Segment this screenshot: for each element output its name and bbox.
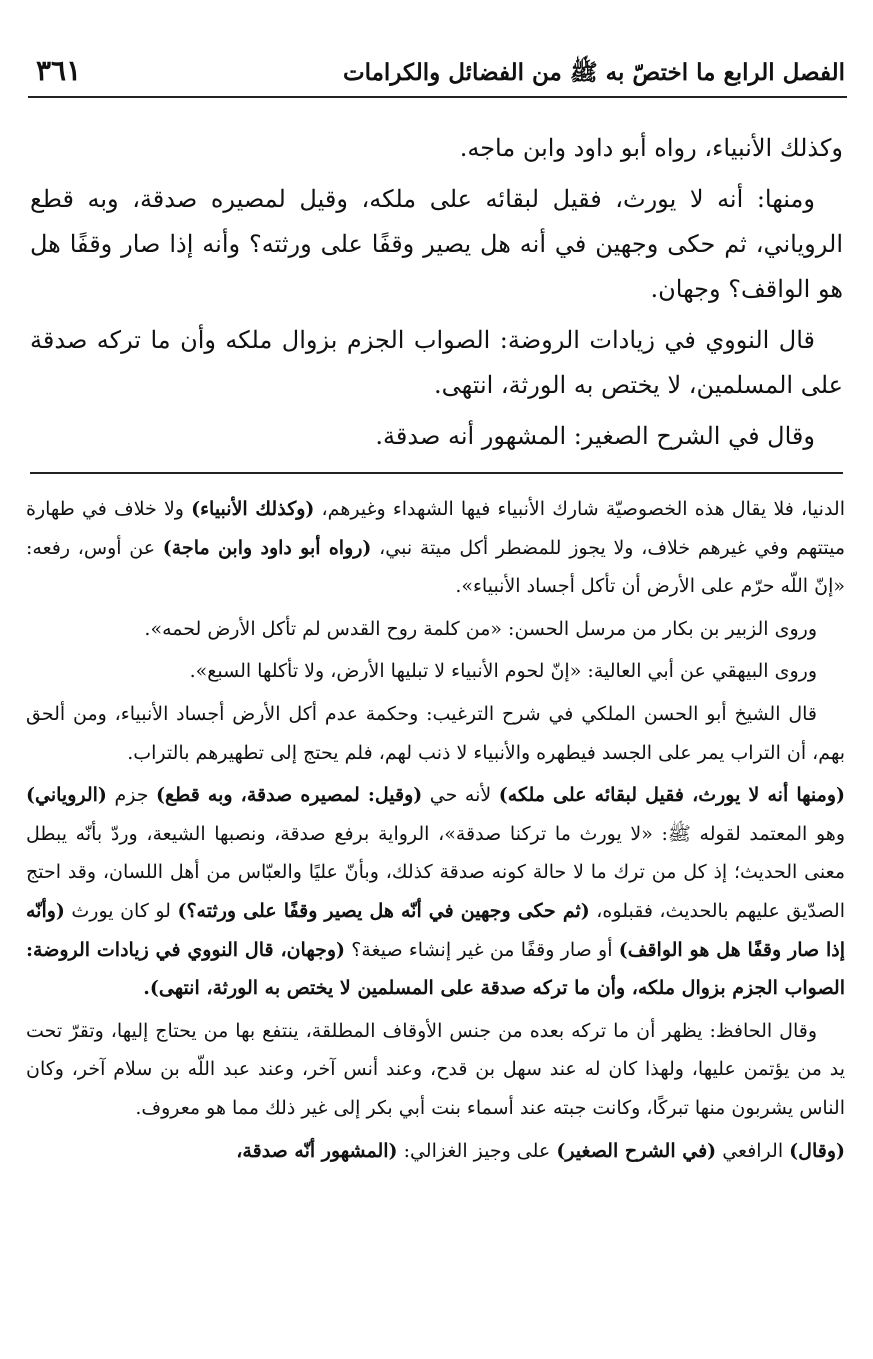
chapter-title: الفصل الرابع ما اختصّ به ﷺ من الفضائل والكرامات (342, 59, 845, 86)
quoted-matn: (رواه أبو داود وابن ماجة) (162, 536, 372, 559)
page-number: ٣٦١ (36, 54, 82, 87)
quoted-matn: (الروياني) (26, 784, 107, 807)
quoted-matn: (وكذلك الأنبياء) (191, 498, 315, 520)
commentary-text-run: أو صار وقفًا من غير إنشاء صيغة؟ (345, 938, 619, 961)
commentary-paragraph-3: وروى البيهقي عن أبي العالية: «إنّ لحوم الأنبياء لا تبليها الأرض، ولا تأكلها السبع». (189, 660, 817, 683)
quoted-matn: (وقال) (789, 1139, 845, 1162)
quoted-matn: (وجهان، قال النووي في زيادات الروضة: الصواب الجزم بزوال ملكه، وأن ما تركه صدقة على المسلمين لا يختص به الورثة، انتهى). (26, 938, 845, 1000)
main-text (30, 126, 843, 465)
quoted-matn: (في الشرح الصغير) (556, 1139, 717, 1162)
commentary-text-run: الدنيا، فلا يقال هذه الخصوصيّة شارك الأنبياء فيها الشهداء وغيرهم، (314, 498, 845, 520)
main-paragraph-4: وقال في الشرح الصغير: المشهور أنه صدقة. (375, 422, 815, 450)
commentary-text-run: ولا خلاف في طهارة ميتتهم وفي غيرهم خلاف، ولا يجوز للمضطر أكل ميتة نبي، (26, 498, 845, 559)
commentary-paragraph-1 (26, 490, 845, 606)
commentary-paragraph-7 (26, 1132, 845, 1171)
commentary-paragraph-2: وروى الزبير بن بكار من مرسل الحسن: «من كلمة روح القدس لم تأكل الأرض لحمه». (144, 617, 817, 640)
quoted-matn: (ثم حكى وجهين في أنّه هل يصير وقفًا على ورثته؟) (177, 899, 590, 922)
commentary-text-run: الرافعي (716, 1139, 790, 1162)
main-paragraph-1: وكذلك الأنبياء، رواه أبو داود وابن ماجه. (459, 134, 843, 162)
commentary-text-run: وهو المعتمد لقوله ﷺ: «لا يورث ما تركنا صدقة»، الرواية برفع صدقة، ونصبها الشيعة، وردّ بأنّه يبطل معنى الحديث؛ إذ كل من ترك ما لا حالة كونه صدقة كذلك، وبأنّ عليًا والعبّاس من أهل اللسان، وقد احتج الصدّيق عليهم بالحديث، فقبلوه، (26, 822, 845, 922)
quoted-matn: (وقيل: لمصيره صدقة، وبه قطع) (156, 784, 423, 807)
commentary-paragraph-6: وقال الحافظ: يظهر أن ما تركه بعده من جنس الأوقاف المطلقة، ينتفع بها من يحتاج إليها، وتقرّ تحت يد من يؤتمن عليها، ولهذا كان له عند سهل بن قدح، وعند أنس آخر، وعند عبد اللّه بن سلام آخر، وكان الناس يشربون منها تبركًا، وكانت جبته عند أسماء بنت أبي بكر إلى غير ذلك مما هو معروف. (26, 1019, 845, 1119)
main-paragraph-3: قال النووي في زيادات الروضة: الصواب الجزم بزوال ملكه وأن ما تركه صدقة على المسلمين، لا يختص به الورثة، انتهى. (30, 326, 843, 399)
commentary-text (26, 490, 845, 1174)
quoted-matn: (المشهور أنّه صدقة، (236, 1139, 398, 1162)
main-paragraph-2: ومنها: أنه لا يورث، فقيل لبقائه على ملكه، وقيل لمصيره صدقة، وبه قطع الروياني، ثم حكى وجهين في أنه هل يصير وقفًا على ورثته؟ وأنه إذا صار وقفًا هل هو الواقف؟ وجهان. (30, 185, 843, 303)
quoted-matn: (ومنها أنه لا يورث، فقيل لبقائه على ملكه) (498, 784, 845, 807)
page-header (30, 52, 845, 96)
commentary-text-run: جزم (106, 784, 157, 807)
footnote-separator (30, 472, 843, 474)
commentary-text-run: لو كان يورث (64, 899, 178, 922)
commentary-paragraph-5 (26, 776, 845, 1008)
header-rule (28, 96, 847, 98)
commentary-text-run: لأنه حي (422, 784, 499, 807)
commentary-text-run: عن أوس، رفعه: «إنّ اللّه حرّم على الأرض أن تأكل أجساد الأنبياء». (26, 536, 845, 598)
commentary-text-run: على وجيز الغزالي: (397, 1139, 557, 1162)
commentary-paragraph-4: قال الشيخ أبو الحسن الملكي في شرح الترغيب: وحكمة عدم أكل الأرض أجساد الأنبياء، ومن ألحق بهم، أن التراب يمر على الجسد فيطهره والأنبياء لا ذنب لهم، فلم يحتج إلى تطهيرهم بالتراب. (26, 702, 845, 764)
quoted-matn: (وأنّه إذا صار وقفًا هل هو الواقف) (26, 899, 845, 961)
